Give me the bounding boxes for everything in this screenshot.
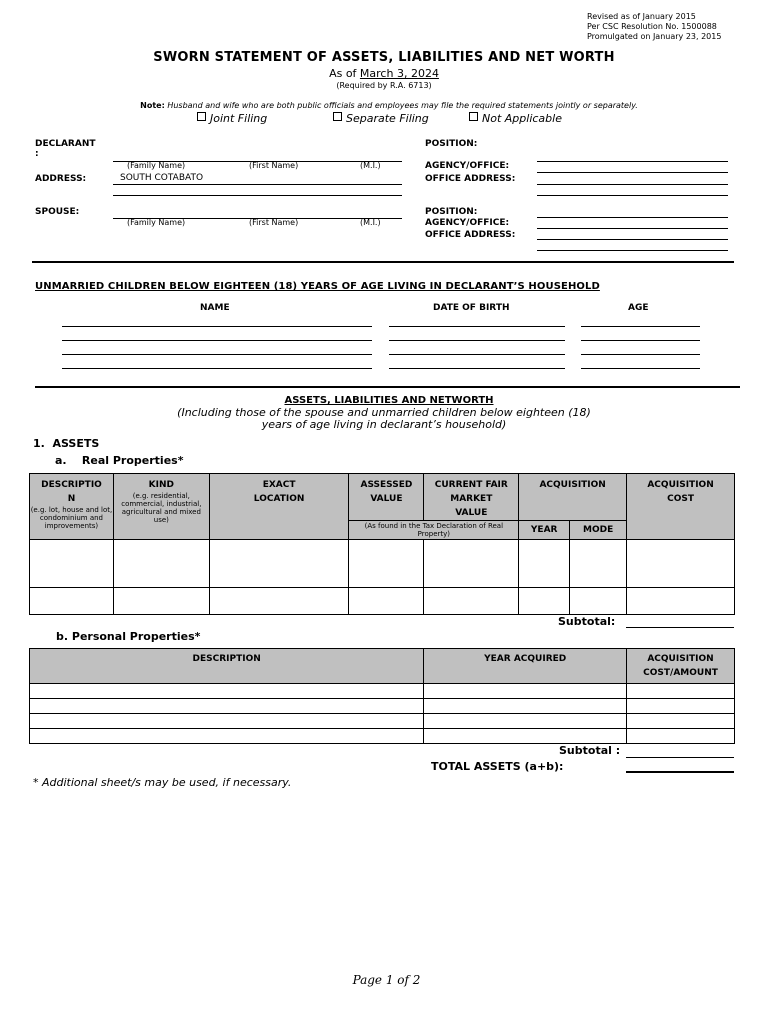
checkbox-icon[interactable] [469, 112, 478, 121]
spouse-label: SPOUSE: [35, 207, 80, 217]
child-age-line[interactable] [581, 368, 700, 369]
real-properties-label: a. Real Properties* [55, 454, 184, 467]
table-cell[interactable] [349, 588, 424, 615]
total-assets-line[interactable] [626, 771, 734, 773]
spouse-office-address-label: OFFICE ADDRESS: [425, 230, 516, 240]
promulgated-text: Promulgated on January 23, 2015 [587, 32, 722, 41]
child-dob-line[interactable] [389, 326, 565, 327]
child-dob-line[interactable] [389, 340, 565, 341]
address-line-1[interactable] [113, 184, 402, 185]
current-fair-market-value-header: CURRENT FAIR MARKET VALUE [424, 474, 519, 521]
child-age-line[interactable] [581, 326, 700, 327]
child-name-line[interactable] [62, 340, 372, 341]
child-dob-line[interactable] [389, 368, 565, 369]
child-name-line[interactable] [62, 354, 372, 355]
table-cell[interactable] [30, 684, 424, 699]
agency-line[interactable] [537, 172, 728, 173]
assets-subheading-2: years of age living in declarant’s household) [261, 418, 507, 431]
address-line-2[interactable] [113, 195, 402, 196]
acquisition-cost-header: ACQUISITION COST [627, 474, 735, 540]
checkbox-icon[interactable] [197, 112, 206, 121]
acquisition-mode-header: MODE [570, 521, 627, 540]
joint-filing-option[interactable]: Joint Filing [197, 112, 267, 125]
assessed-value-header: ASSESSED VALUE [349, 474, 424, 521]
spouse-agency-label: AGENCY/OFFICE: [425, 218, 510, 228]
acquisition-year-header: YEAR [519, 521, 570, 540]
exact-location-header: EXACT LOCATION [209, 474, 349, 540]
kind-header: KIND (e.g. residential, commercial, industrial, agricultural and mixed use) [113, 474, 209, 540]
table-cell[interactable] [570, 588, 627, 615]
personal-properties-table [29, 648, 735, 744]
table-cell[interactable] [570, 540, 627, 588]
table-cell[interactable] [30, 714, 424, 729]
child-dob-line[interactable] [389, 354, 565, 355]
table-cell[interactable] [424, 540, 519, 588]
declarant-label: DECLARANT [35, 139, 96, 149]
mi-caption: (M.I.) [360, 161, 381, 170]
note-label: Note: [140, 101, 165, 110]
table-row [30, 684, 735, 699]
table-cell[interactable] [519, 540, 570, 588]
address-label: ADDRESS: [35, 174, 87, 184]
table-cell[interactable] [209, 588, 349, 615]
office-address-line-1[interactable] [537, 184, 728, 185]
real-subtotal-line[interactable] [626, 627, 734, 628]
note [0, 101, 768, 110]
spouse-position-label: POSITION: [425, 207, 478, 217]
table-row [30, 714, 735, 729]
declarant-colon: : [35, 149, 39, 159]
table-cell[interactable] [424, 714, 627, 729]
page-number: Page 1 of 2 [352, 973, 421, 987]
table-cell[interactable] [30, 540, 114, 588]
table-cell[interactable] [209, 540, 349, 588]
as-of-date[interactable]: March 3, 2024 [359, 67, 439, 80]
personal-properties-label: b. Personal Properties* [56, 630, 201, 643]
first-name-caption: (First Name) [249, 161, 299, 170]
personal-description-header: DESCRIPTION [30, 649, 424, 684]
table-row [30, 729, 735, 744]
table-cell[interactable] [30, 729, 424, 744]
year-acquired-header: YEAR ACQUIRED [424, 649, 627, 684]
table-cell[interactable] [627, 729, 735, 744]
children-heading: UNMARRIED CHILDREN BELOW EIGHTEEN (18) YEARS OF AGE LIVING IN DECLARANT’S HOUSEHOLD [35, 281, 600, 292]
as-of-label: As of [329, 67, 357, 80]
table-cell[interactable] [424, 684, 627, 699]
child-age-line[interactable] [581, 340, 700, 341]
assets-label: 1. ASSETS [33, 437, 100, 450]
child-name-line[interactable] [62, 368, 372, 369]
table-cell[interactable] [424, 588, 519, 615]
table-row [30, 699, 735, 714]
children-col-dob: DATE OF BIRTH [433, 303, 510, 313]
not-applicable-option[interactable]: Not Applicable [469, 112, 562, 125]
tax-declaration-note: (As found in the Tax Declaration of Real Property) [349, 521, 519, 540]
table-row [30, 540, 735, 588]
revised-text: Revised as of January 2015 [587, 12, 696, 21]
spouse-office-address-line-1[interactable] [537, 239, 728, 240]
table-cell[interactable] [627, 540, 735, 588]
form-title: SWORN STATEMENT OF ASSETS, LIABILITIES AND NET WORTH [153, 50, 615, 65]
address-value[interactable]: SOUTH COTABATO [120, 173, 204, 183]
office-address-label: OFFICE ADDRESS: [425, 174, 516, 184]
table-cell[interactable] [519, 588, 570, 615]
personal-subtotal-line[interactable] [626, 757, 734, 758]
table-cell[interactable] [113, 540, 209, 588]
note-text: Husband and wife who are both public officials and employees may file the required statements jointly or separately. [167, 101, 638, 110]
acquisition-header: ACQUISITION [519, 474, 627, 521]
section-divider-1 [32, 261, 734, 263]
child-name-line[interactable] [62, 326, 372, 327]
spouse-family-name-caption: (Family Name) [127, 218, 186, 227]
office-address-line-2[interactable] [537, 195, 728, 196]
spouse-mi-caption: (M.I.) [360, 218, 381, 227]
family-name-caption: (Family Name) [127, 161, 186, 170]
table-cell[interactable] [627, 684, 735, 699]
spouse-agency-line[interactable] [537, 228, 728, 229]
spouse-office-address-line-2[interactable] [537, 250, 728, 251]
total-assets-label: TOTAL ASSETS (a+b): [431, 760, 564, 773]
checkbox-icon[interactable] [333, 112, 342, 121]
position-label: POSITION: [425, 139, 478, 149]
table-cell[interactable] [424, 729, 627, 744]
real-subtotal-label: Subtotal: [558, 615, 616, 628]
spouse-first-name-caption: (First Name) [249, 218, 299, 227]
table-cell[interactable] [627, 699, 735, 714]
table-cell[interactable] [424, 699, 627, 714]
footnote: * Additional sheet/s may be used, if necessary. [33, 776, 292, 789]
spouse-position-line[interactable] [537, 217, 728, 218]
table-cell[interactable] [30, 699, 424, 714]
position-line[interactable] [537, 161, 728, 162]
separate-filing-option[interactable]: Separate Filing [333, 112, 429, 125]
agency-label: AGENCY/OFFICE: [425, 161, 510, 171]
required-by: (Required by R.A. 6713) [336, 81, 432, 90]
personal-acquisition-cost-header: ACQUISITION COST/AMOUNT [627, 649, 735, 684]
resolution-text: Per CSC Resolution No. 1500088 [587, 22, 717, 31]
table-cell[interactable] [113, 588, 209, 615]
table-cell[interactable] [349, 540, 424, 588]
description-header: DESCRIPTIO N (e.g. lot, house and lot, condominium and improvements) [30, 474, 114, 540]
assets-subheading-1: (Including those of the spouse and unmarried children below eighteen (18) [177, 406, 591, 419]
personal-subtotal-label: Subtotal : [559, 744, 621, 757]
table-row [30, 588, 735, 615]
section-divider-2 [35, 386, 740, 388]
as-of-line [0, 67, 768, 80]
assets-heading: ASSETS, LIABILITIES AND NETWORTH [284, 395, 494, 406]
revision-info [587, 12, 721, 42]
table-cell[interactable] [627, 714, 735, 729]
real-properties-table [29, 473, 735, 615]
table-cell[interactable] [30, 588, 114, 615]
children-col-name: NAME [200, 303, 230, 313]
child-age-line[interactable] [581, 354, 700, 355]
table-cell[interactable] [627, 588, 735, 615]
children-col-age: AGE [628, 303, 649, 313]
